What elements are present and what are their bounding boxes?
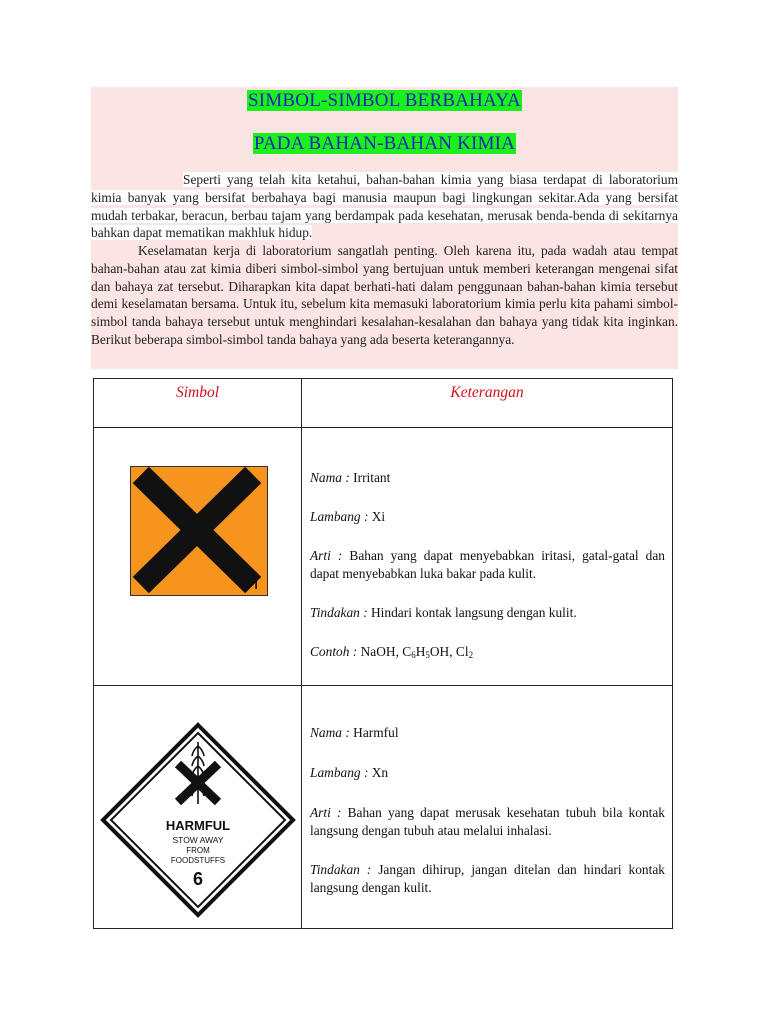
irritant-x-icon xyxy=(130,466,268,596)
description-cell xyxy=(302,686,673,929)
irritant-letter: i xyxy=(254,573,259,594)
symbol-cell xyxy=(94,428,302,686)
description-cell xyxy=(302,428,673,686)
tindakan-line: Tindakan : Hindari kontak langsung dengan kulit. xyxy=(310,605,577,620)
arti-line: Arti : Bahan yang dapat menyebabkan iritasi, gatal-gatal dan dapat menyebabkan luka bakar pada kulit. xyxy=(310,548,665,581)
harmful-sign-subtext: FOODSTUFFS xyxy=(170,856,226,865)
title-line-2: PADA BAHAN-BAHAN KIMIA xyxy=(253,133,516,154)
harmful-class-number: 6 xyxy=(192,869,204,889)
table-row xyxy=(94,686,673,929)
harmful-sign-text: HARMFUL xyxy=(165,818,231,833)
harmful-sign-subtext: FROM xyxy=(186,846,210,855)
harmful-diamond-icon xyxy=(100,722,296,918)
symbol-cell xyxy=(94,686,302,929)
nama-line: Nama : Irritant xyxy=(310,470,391,485)
lambang-line: Lambang : Xn xyxy=(310,765,389,780)
title-line-1: SIMBOL-SIMBOL BERBAHAYA xyxy=(248,90,521,111)
tindakan-line: Tindakan : Jangan dihirup, jangan ditelan dan hindari kontak langsung dengan kulit. xyxy=(310,862,665,895)
lambang-line: Lambang : Xi xyxy=(310,509,386,524)
symbol-table xyxy=(93,378,673,929)
arti-line: Arti : Bahan yang dapat merusak kesehatan tubuh bila kontak langsung dengan tubuh atau melalui inhalasi. xyxy=(310,805,665,838)
header-keterangan: Keterangan xyxy=(302,379,673,428)
harmful-sign-subtext: STOW AWAY xyxy=(172,835,224,845)
header-simbol: Simbol xyxy=(94,379,302,428)
table-row xyxy=(94,428,673,686)
intro-paragraph-2: Keselamatan kerja di laboratorium sangatlah penting. Oleh karena itu, pada wadah atau tempat bahan-bahan atau zat kimia diberi simbol-simbol yang bertujuan untuk memberi keterangan mengenai sifat dan bahaya zat tersebut. Diharapkan kita dapat berhati-hati dalam penggunaan bahan-bahan kimia tersebut demi keselamatan bersama. Untuk itu, sebelum kita memasuki laboratorium kimia perlu kita pahami simbol-simbol tanda bahaya tersebut untuk menghindari kesalahan-kesalahan dan bahaya yang tidak kita inginkan. Berikut beberapa simbol-simbol tanda bahaya yang ada beserta keterangannya. xyxy=(91,243,678,347)
table-header-row xyxy=(94,379,673,428)
intro-paragraph-1: Seperti yang telah kita ketahui, bahan-bahan kimia yang biasa terdapat di laboratorium kimia banyak yang bersifat berbahaya bagi manusia maupun bagi lingkungan sekitar.Ada yang bersifat mudah terbakar, beracun, berbau tajam yang berdampak pada kesehatan, merusak benda-benda di sekitarnya bahkan dapat mematikan makhluk hidup. xyxy=(91,172,678,241)
contoh-line: Contoh : NaOH, $C_6H_5OH$, $Cl_2$ xyxy=(310,644,474,660)
intro-section xyxy=(91,87,678,369)
nama-line: Nama : Harmful xyxy=(310,725,399,740)
